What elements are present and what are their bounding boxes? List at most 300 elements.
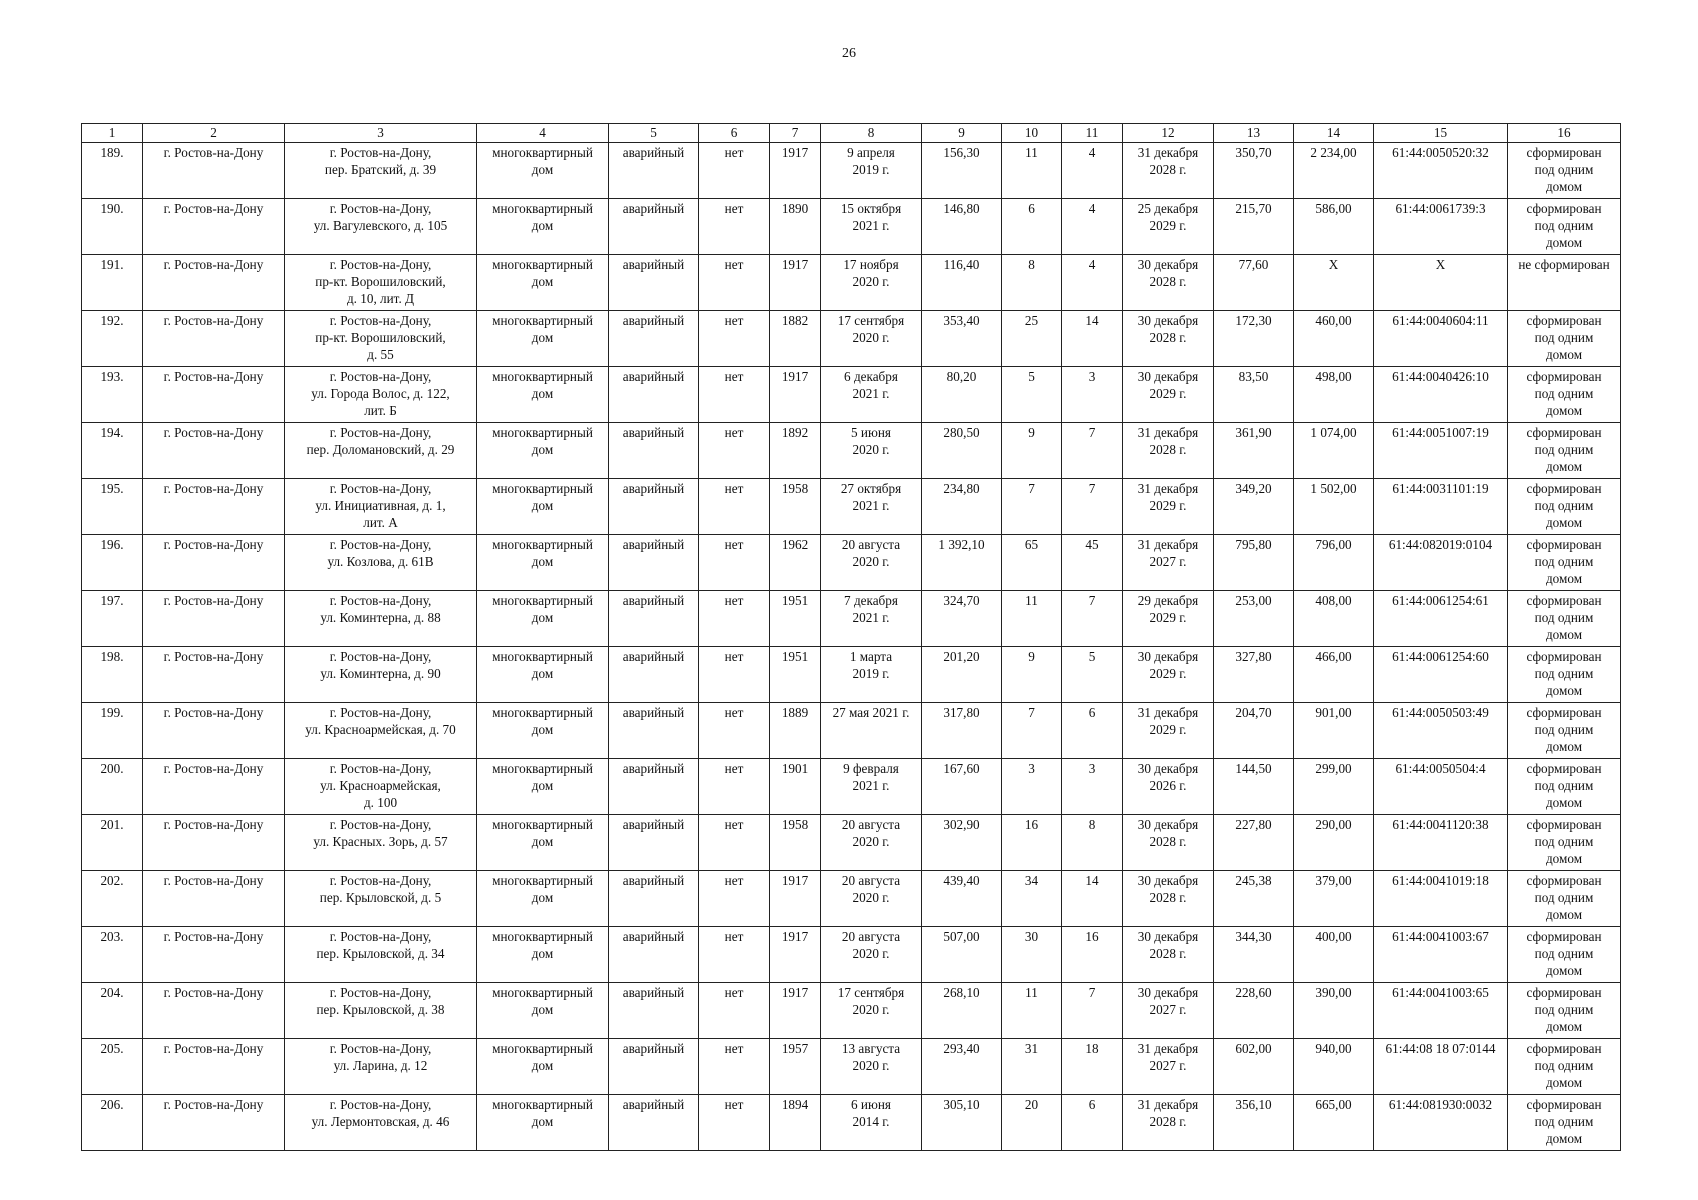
cell-building-type [477, 647, 609, 703]
land-plot-status-line: под одним [1534, 162, 1594, 177]
cell-column-10-value: 16 [1002, 815, 1062, 871]
cell-building-type [477, 591, 609, 647]
recognition-date-line: 20 августа [841, 817, 901, 832]
cell-total-area: 324,70 [922, 591, 1002, 647]
cell-municipality: г. Ростов-на-Дону [143, 423, 285, 479]
recognition-date-line: 2020 г. [852, 1058, 890, 1073]
address-line: г. Ростов-на-Дону, [329, 201, 432, 216]
cell-condition-status: аварийный [609, 479, 699, 535]
recognition-date-line: 20 августа [841, 873, 901, 888]
recognition-date-line: 2020 г. [852, 890, 890, 905]
address-line: г. Ростов-на-Дону, [329, 649, 432, 664]
cell-land-area: 408,00 [1294, 591, 1374, 647]
cell-address [285, 311, 477, 367]
cell-column-10-value: 11 [1002, 983, 1062, 1039]
cell-column-11-value: 8 [1062, 815, 1123, 871]
building-type-line: дом [531, 330, 554, 345]
cell-cadastral-number: 61:44:0051007:19 [1374, 423, 1508, 479]
recognition-date-line: 7 декабря [844, 593, 898, 608]
land-plot-status-line: сформирован [1526, 649, 1602, 664]
cell-cadastral-number: 61:44:08 18 07:0144 [1374, 1039, 1508, 1095]
cell-land-plot-status [1508, 703, 1621, 759]
cell-land-area: 940,00 [1294, 1039, 1374, 1095]
cell-total-area: 156,30 [922, 143, 1002, 199]
cell-column-6-value: нет [699, 591, 770, 647]
cell-land-plot-status [1508, 199, 1621, 255]
cell-row-number: 206. [82, 1095, 143, 1151]
cell-municipality: г. Ростов-на-Дону [143, 815, 285, 871]
address-line: г. Ростов-на-Дону, [329, 481, 432, 496]
cell-condition-status: аварийный [609, 815, 699, 871]
cell-column-11-value: 4 [1062, 199, 1123, 255]
land-plot-status-line: домом [1545, 403, 1583, 418]
cell-land-plot-status [1508, 927, 1621, 983]
recognition-date-line: 5 июня [851, 425, 891, 440]
recognition-date-line: 2020 г. [852, 946, 890, 961]
recognition-date-line: 2020 г. [852, 274, 890, 289]
resettlement-deadline-line: 30 декабря [1137, 313, 1199, 328]
cell-total-area: 116,40 [922, 255, 1002, 311]
cell-column-13-value: 350,70 [1214, 143, 1294, 199]
resettlement-deadline-line: 2027 г. [1149, 1002, 1187, 1017]
cell-column-10-value: 6 [1002, 199, 1062, 255]
resettlement-deadline-line: 25 декабря [1137, 201, 1199, 216]
recognition-date-line: 2020 г. [852, 834, 890, 849]
cell-building-type [477, 423, 609, 479]
cell-cadastral-number: 61:44:0041120:38 [1374, 815, 1508, 871]
cell-address [285, 367, 477, 423]
cell-land-plot-status [1508, 479, 1621, 535]
cell-condition-status: аварийный [609, 983, 699, 1039]
resettlement-deadline-line: 2029 г. [1149, 666, 1187, 681]
recognition-date-line: 9 февраля [843, 761, 899, 776]
building-type-line: многоквартирный [492, 873, 593, 888]
column-number-row [82, 124, 1621, 143]
table-header [82, 124, 1621, 143]
recognition-date-line: 2020 г. [852, 554, 890, 569]
table-row [82, 479, 1621, 535]
resettlement-deadline-line: 2028 г. [1149, 162, 1187, 177]
resettlement-deadline-line: 2028 г. [1149, 890, 1187, 905]
table-row [82, 927, 1621, 983]
cell-column-13-value: 227,80 [1214, 815, 1294, 871]
resettlement-deadline-line: 31 декабря [1137, 537, 1199, 552]
cell-column-13-value: 228,60 [1214, 983, 1294, 1039]
recognition-date-line: 2021 г. [852, 610, 890, 625]
recognition-date-line: 2014 г. [852, 1114, 890, 1129]
cell-land-area: 901,00 [1294, 703, 1374, 759]
cell-cadastral-number: 61:44:082019:0104 [1374, 535, 1508, 591]
cell-cadastral-number: 61:44:0031101:19 [1374, 479, 1508, 535]
cell-total-area: 317,80 [922, 703, 1002, 759]
cell-build-year: 1917 [770, 983, 821, 1039]
column-header-11: 11 [1062, 124, 1123, 143]
resettlement-deadline-line: 2026 г. [1149, 778, 1187, 793]
cell-cadastral-number: 61:44:0041003:65 [1374, 983, 1508, 1039]
address-line: г. Ростов-на-Дону, [329, 1041, 432, 1056]
cell-column-10-value: 30 [1002, 927, 1062, 983]
cell-build-year: 1951 [770, 647, 821, 703]
cell-column-11-value: 14 [1062, 311, 1123, 367]
cell-build-year: 1917 [770, 871, 821, 927]
cell-column-6-value: нет [699, 367, 770, 423]
building-type-line: дом [531, 442, 554, 457]
cell-municipality: г. Ростов-на-Дону [143, 703, 285, 759]
cell-land-area: 290,00 [1294, 815, 1374, 871]
cell-column-10-value: 11 [1002, 143, 1062, 199]
resettlement-deadline-line: 31 декабря [1137, 481, 1199, 496]
land-plot-status-line: не сформирован [1518, 257, 1610, 272]
cell-land-plot-status [1508, 367, 1621, 423]
cell-condition-status: аварийный [609, 703, 699, 759]
land-plot-status-line: под одним [1534, 218, 1594, 233]
cell-municipality: г. Ростов-на-Дону [143, 983, 285, 1039]
cell-recognition-date [821, 871, 922, 927]
cell-resettlement-deadline [1123, 1095, 1214, 1151]
cell-column-13-value: 327,80 [1214, 647, 1294, 703]
cell-land-area: 2 234,00 [1294, 143, 1374, 199]
cell-column-10-value: 20 [1002, 1095, 1062, 1151]
cell-building-type [477, 1095, 609, 1151]
address-line: ул. Красноармейская, д. 70 [305, 722, 456, 737]
table-row [82, 367, 1621, 423]
land-plot-status-line: под одним [1534, 386, 1594, 401]
cell-total-area: 353,40 [922, 311, 1002, 367]
land-plot-status-line: под одним [1534, 666, 1594, 681]
recognition-date-line: 17 ноября [843, 257, 899, 272]
land-plot-status-line: под одним [1534, 498, 1594, 513]
land-plot-status-line: сформирован [1526, 145, 1602, 160]
cell-resettlement-deadline [1123, 423, 1214, 479]
cell-cadastral-number: 61:44:0061254:60 [1374, 647, 1508, 703]
cell-column-6-value: нет [699, 1095, 770, 1151]
resettlement-deadline-line: 30 декабря [1137, 369, 1199, 384]
cell-total-area: 1 392,10 [922, 535, 1002, 591]
land-plot-status-line: под одним [1534, 778, 1594, 793]
cell-condition-status: аварийный [609, 647, 699, 703]
cell-row-number: 199. [82, 703, 143, 759]
resettlement-deadline-line: 30 декабря [1137, 761, 1199, 776]
land-plot-status-line: под одним [1534, 1114, 1594, 1129]
cell-land-area: 390,00 [1294, 983, 1374, 1039]
cell-column-6-value: нет [699, 871, 770, 927]
cell-column-11-value: 16 [1062, 927, 1123, 983]
cell-column-13-value: 204,70 [1214, 703, 1294, 759]
building-type-line: многоквартирный [492, 985, 593, 1000]
column-header-4: 4 [477, 124, 609, 143]
cell-land-plot-status [1508, 591, 1621, 647]
cell-column-10-value: 3 [1002, 759, 1062, 815]
address-line: пер. Крыловской, д. 5 [319, 890, 442, 905]
recognition-date-line: 2019 г. [852, 162, 890, 177]
cell-recognition-date [821, 927, 922, 983]
cell-cadastral-number: Х [1374, 255, 1508, 311]
cell-build-year: 1917 [770, 927, 821, 983]
cell-building-type [477, 1039, 609, 1095]
address-line: г. Ростов-на-Дону, [329, 873, 432, 888]
cell-address [285, 871, 477, 927]
column-header-6: 6 [699, 124, 770, 143]
table-row [82, 255, 1621, 311]
cell-municipality: г. Ростов-на-Дону [143, 143, 285, 199]
cell-column-10-value: 8 [1002, 255, 1062, 311]
cell-recognition-date [821, 759, 922, 815]
cell-column-6-value: нет [699, 703, 770, 759]
address-line: г. Ростов-на-Дону, [329, 425, 432, 440]
address-line: г. Ростов-на-Дону, [329, 257, 432, 272]
recognition-date-line: 6 июня [851, 1097, 891, 1112]
resettlement-deadline-line: 2028 г. [1149, 1114, 1187, 1129]
recognition-date-line: 20 августа [841, 929, 901, 944]
cell-column-11-value: 45 [1062, 535, 1123, 591]
address-line: ул. Ларина, д. 12 [333, 1058, 428, 1073]
cell-row-number: 205. [82, 1039, 143, 1095]
cell-column-13-value: 77,60 [1214, 255, 1294, 311]
land-plot-status-line: сформирован [1526, 1041, 1602, 1056]
table-row [82, 591, 1621, 647]
cell-total-area: 268,10 [922, 983, 1002, 1039]
cell-land-plot-status [1508, 647, 1621, 703]
cell-resettlement-deadline [1123, 479, 1214, 535]
recognition-date-line: 20 августа [841, 537, 901, 552]
column-header-10: 10 [1002, 124, 1062, 143]
cell-column-13-value: 215,70 [1214, 199, 1294, 255]
table-row [82, 311, 1621, 367]
resettlement-deadline-line: 2028 г. [1149, 834, 1187, 849]
building-type-line: дом [531, 498, 554, 513]
cell-column-13-value: 253,00 [1214, 591, 1294, 647]
cell-row-number: 200. [82, 759, 143, 815]
cell-recognition-date [821, 143, 922, 199]
cell-column-6-value: нет [699, 1039, 770, 1095]
recognition-date-line: 2021 г. [852, 778, 890, 793]
resettlement-deadline-line: 2028 г. [1149, 946, 1187, 961]
table-row [82, 199, 1621, 255]
land-plot-status-line: сформирован [1526, 537, 1602, 552]
column-header-14: 14 [1294, 124, 1374, 143]
resettlement-deadline-line: 31 декабря [1137, 425, 1199, 440]
cell-condition-status: аварийный [609, 199, 699, 255]
cell-column-6-value: нет [699, 311, 770, 367]
cell-recognition-date [821, 479, 922, 535]
address-line: г. Ростов-на-Дону, [329, 761, 432, 776]
land-plot-status-line: под одним [1534, 834, 1594, 849]
column-header-1: 1 [82, 124, 143, 143]
building-type-line: дом [531, 946, 554, 961]
land-plot-status-line: домом [1545, 1131, 1583, 1146]
resettlement-deadline-line: 2029 г. [1149, 498, 1187, 513]
building-type-line: многоквартирный [492, 649, 593, 664]
cell-row-number: 198. [82, 647, 143, 703]
cell-column-13-value: 344,30 [1214, 927, 1294, 983]
recognition-date-line: 27 мая 2021 г. [832, 705, 910, 720]
cell-resettlement-deadline [1123, 591, 1214, 647]
table-row [82, 423, 1621, 479]
cell-condition-status: аварийный [609, 535, 699, 591]
cell-total-area: 201,20 [922, 647, 1002, 703]
cell-condition-status: аварийный [609, 255, 699, 311]
cell-total-area: 234,80 [922, 479, 1002, 535]
cell-column-11-value: 6 [1062, 1095, 1123, 1151]
address-line: лит. Б [364, 403, 397, 418]
land-plot-status-line: под одним [1534, 442, 1594, 457]
land-plot-status-line: домом [1545, 851, 1583, 866]
cell-cadastral-number: 61:44:0040426:10 [1374, 367, 1508, 423]
cell-column-11-value: 18 [1062, 1039, 1123, 1095]
cell-row-number: 195. [82, 479, 143, 535]
resettlement-deadline-line: 31 декабря [1137, 1041, 1199, 1056]
cell-cadastral-number: 61:44:0041003:67 [1374, 927, 1508, 983]
cell-land-plot-status [1508, 423, 1621, 479]
cell-land-area: 796,00 [1294, 535, 1374, 591]
cell-building-type [477, 199, 609, 255]
cell-column-11-value: 7 [1062, 983, 1123, 1039]
table-row [82, 143, 1621, 199]
cell-build-year: 1958 [770, 815, 821, 871]
recognition-date-line: 9 апреля [847, 145, 895, 160]
cell-condition-status: аварийный [609, 423, 699, 479]
building-type-line: многоквартирный [492, 369, 593, 384]
building-type-line: многоквартирный [492, 481, 593, 496]
column-header-9: 9 [922, 124, 1002, 143]
building-type-line: многоквартирный [492, 593, 593, 608]
cell-column-11-value: 4 [1062, 143, 1123, 199]
cell-condition-status: аварийный [609, 367, 699, 423]
cell-cadastral-number: 61:44:0050504:4 [1374, 759, 1508, 815]
cell-recognition-date [821, 255, 922, 311]
cell-total-area: 305,10 [922, 1095, 1002, 1151]
building-type-line: многоквартирный [492, 145, 593, 160]
address-line: г. Ростов-на-Дону, [329, 705, 432, 720]
resettlement-deadline-line: 30 декабря [1137, 985, 1199, 1000]
land-plot-status-line: домом [1545, 739, 1583, 754]
building-type-line: многоквартирный [492, 257, 593, 272]
cell-building-type [477, 311, 609, 367]
recognition-date-line: 2020 г. [852, 442, 890, 457]
cell-recognition-date [821, 983, 922, 1039]
cell-total-area: 280,50 [922, 423, 1002, 479]
address-line: ул. Козлова, д. 61В [327, 554, 434, 569]
cell-address [285, 815, 477, 871]
address-line: ул. Красноармейская, [320, 778, 441, 793]
cell-build-year: 1957 [770, 1039, 821, 1095]
cell-row-number: 203. [82, 927, 143, 983]
cell-total-area: 293,40 [922, 1039, 1002, 1095]
land-plot-status-line: домом [1545, 1019, 1583, 1034]
building-type-line: дом [531, 1114, 554, 1129]
cell-column-6-value: нет [699, 815, 770, 871]
table-row [82, 759, 1621, 815]
housing-registry-table [81, 123, 1621, 1151]
resettlement-deadline-line: 30 декабря [1137, 873, 1199, 888]
cell-land-plot-status [1508, 1095, 1621, 1151]
cell-column-10-value: 5 [1002, 367, 1062, 423]
recognition-date-line: 2020 г. [852, 1002, 890, 1017]
cell-land-plot-status [1508, 815, 1621, 871]
cell-column-10-value: 11 [1002, 591, 1062, 647]
cell-recognition-date [821, 1039, 922, 1095]
address-line: д. 55 [367, 347, 394, 362]
cell-column-6-value: нет [699, 143, 770, 199]
cell-column-13-value: 361,90 [1214, 423, 1294, 479]
land-plot-status-line: домом [1545, 683, 1583, 698]
land-plot-status-line: под одним [1534, 610, 1594, 625]
cell-row-number: 202. [82, 871, 143, 927]
land-plot-status-line: сформирован [1526, 201, 1602, 216]
land-plot-status-line: под одним [1534, 890, 1594, 905]
cell-land-area: 400,00 [1294, 927, 1374, 983]
cell-resettlement-deadline [1123, 535, 1214, 591]
cell-cadastral-number: 61:44:0050503:49 [1374, 703, 1508, 759]
building-type-line: многоквартирный [492, 1041, 593, 1056]
land-plot-status-line: сформирован [1526, 705, 1602, 720]
cell-address [285, 591, 477, 647]
cell-land-plot-status [1508, 255, 1621, 311]
cell-row-number: 196. [82, 535, 143, 591]
address-line: пр-кт. Ворошиловский, [315, 330, 446, 345]
cell-column-10-value: 34 [1002, 871, 1062, 927]
cell-address [285, 199, 477, 255]
cell-condition-status: аварийный [609, 759, 699, 815]
cell-row-number: 201. [82, 815, 143, 871]
building-type-line: дом [531, 890, 554, 905]
cell-land-area: 299,00 [1294, 759, 1374, 815]
cell-column-10-value: 9 [1002, 423, 1062, 479]
cell-land-plot-status [1508, 871, 1621, 927]
column-header-5: 5 [609, 124, 699, 143]
column-header-13: 13 [1214, 124, 1294, 143]
cell-municipality: г. Ростов-на-Дону [143, 591, 285, 647]
cell-column-11-value: 14 [1062, 871, 1123, 927]
resettlement-deadline-line: 2027 г. [1149, 1058, 1187, 1073]
building-type-line: дом [531, 218, 554, 233]
cell-building-type [477, 367, 609, 423]
address-line: г. Ростов-на-Дону, [329, 537, 432, 552]
cell-column-11-value: 6 [1062, 703, 1123, 759]
cell-row-number: 197. [82, 591, 143, 647]
cell-resettlement-deadline [1123, 871, 1214, 927]
page-number: 26 [842, 46, 856, 61]
table-row [82, 647, 1621, 703]
recognition-date-line: 2021 г. [852, 498, 890, 513]
land-plot-status-line: домом [1545, 571, 1583, 586]
cell-column-6-value: нет [699, 199, 770, 255]
cell-resettlement-deadline [1123, 143, 1214, 199]
cell-municipality: г. Ростов-на-Дону [143, 1095, 285, 1151]
cell-municipality: г. Ростов-на-Дону [143, 255, 285, 311]
cell-building-type [477, 759, 609, 815]
cell-column-13-value: 144,50 [1214, 759, 1294, 815]
cell-build-year: 1962 [770, 535, 821, 591]
cell-recognition-date [821, 423, 922, 479]
cell-building-type [477, 255, 609, 311]
cell-resettlement-deadline [1123, 815, 1214, 871]
cell-build-year: 1882 [770, 311, 821, 367]
land-plot-status-line: сформирован [1526, 593, 1602, 608]
cell-cadastral-number: 61:44:0050520:32 [1374, 143, 1508, 199]
cell-column-11-value: 5 [1062, 647, 1123, 703]
cell-land-area: 460,00 [1294, 311, 1374, 367]
land-plot-status-line: под одним [1534, 946, 1594, 961]
recognition-date-line: 1 марта [849, 649, 893, 664]
cell-condition-status: аварийный [609, 311, 699, 367]
address-line: ул. Красных. Зорь, д. 57 [313, 834, 448, 849]
address-line: г. Ростов-на-Дону, [329, 593, 432, 608]
building-type-line: дом [531, 778, 554, 793]
cell-address [285, 423, 477, 479]
land-plot-status-line: сформирован [1526, 985, 1602, 1000]
cell-address [285, 647, 477, 703]
